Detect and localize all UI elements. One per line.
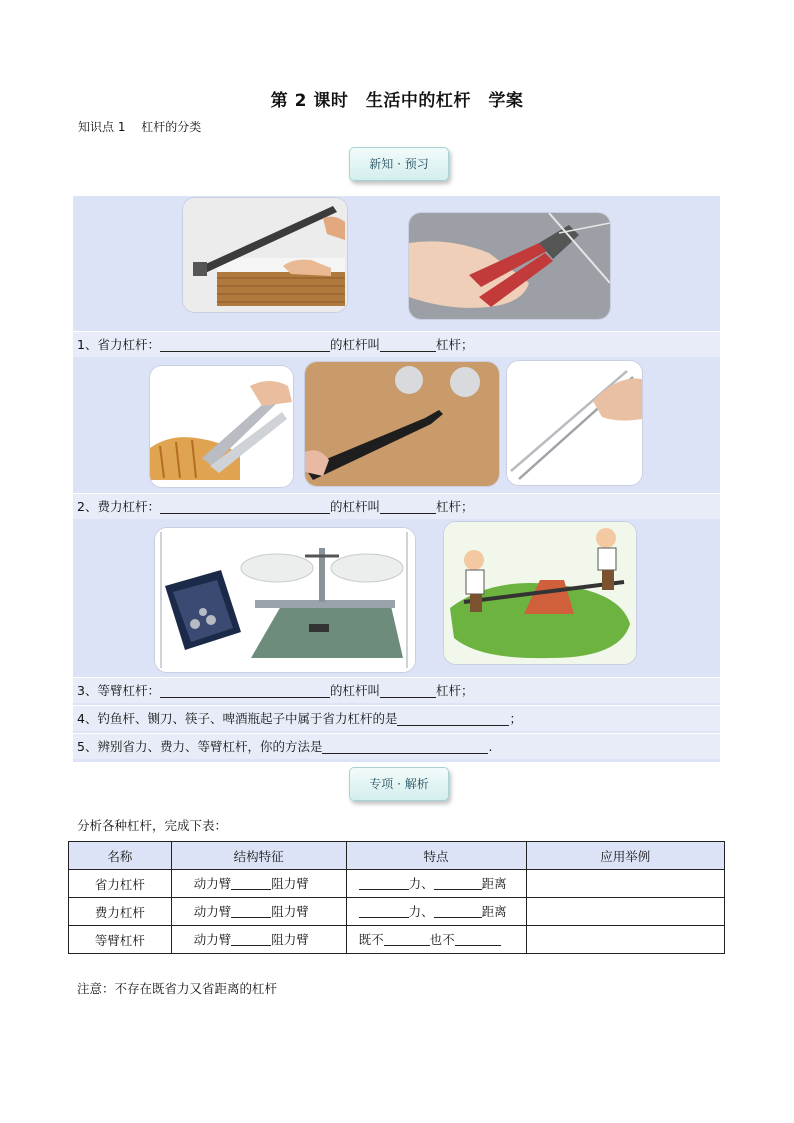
feature-label-2: 距离: [481, 903, 507, 919]
q1-blank-name[interactable]: [380, 336, 436, 352]
question-5: [73, 733, 720, 759]
effort-arm-label: 动力臂: [193, 875, 232, 891]
feature-blank-2[interactable]: [455, 931, 501, 946]
feature-blank-1[interactable]: [359, 875, 409, 890]
feature-cell: [346, 926, 526, 954]
q2-mid: 的杠杆叫: [329, 499, 380, 514]
feature-label-1: 力、: [408, 903, 434, 919]
structure-blank[interactable]: [231, 903, 271, 918]
q3-end: 杠杆；: [435, 683, 474, 698]
wire-cutter-pliers-image: [409, 213, 610, 319]
table-header: 应用举例: [526, 842, 724, 870]
feature-label-2: 距离: [481, 875, 507, 891]
q3-blank-name[interactable]: [380, 682, 436, 698]
q3-mid: 的杠杆叫: [329, 683, 380, 698]
load-arm-label: 阻力臂: [271, 875, 309, 891]
q1-blank-definition[interactable]: [160, 336, 330, 352]
load-arm-label: 阻力臂: [271, 903, 309, 919]
table-header: 名称: [69, 842, 172, 870]
q1-mid: 的杠杆叫: [329, 337, 380, 352]
table-header-row: [69, 842, 725, 870]
table-header: 结构特征: [171, 842, 346, 870]
analysis-tag: 专项 · 解析: [349, 767, 449, 801]
q4-prefix: 4、钓鱼杆、铡刀、筷子、啤酒瓶起子中属于省力杠杆的是: [77, 711, 398, 726]
q5-end: .: [488, 739, 493, 754]
example-cell[interactable]: [526, 870, 724, 898]
question-3: [73, 677, 720, 703]
feature-label-1: 既不: [358, 931, 384, 947]
q2-blank-definition[interactable]: [160, 498, 330, 514]
feature-label-1: 力、: [408, 875, 434, 891]
table-header: 特点: [346, 842, 526, 870]
balance-scale-image: [155, 528, 415, 672]
q2-end: 杠杆；: [435, 499, 474, 514]
feature-cell: [346, 870, 526, 898]
q1-prefix: 1、省力杠杆：: [77, 337, 160, 352]
question-1: [73, 331, 720, 357]
q2-blank-name[interactable]: [380, 498, 436, 514]
table-row: [69, 926, 725, 954]
question-4: [73, 705, 720, 731]
lever-name: 等臂杠杆: [69, 926, 172, 954]
page-title: 第 2 课时 生活中的杠杆 学案: [270, 91, 524, 111]
food-tongs-image: [150, 366, 293, 487]
lever-name: 省力杠杆: [69, 870, 172, 898]
preview-tag: 新知 · 预习: [349, 147, 449, 181]
feature-blank-2[interactable]: [434, 875, 482, 890]
q2-prefix: 2、费力杠杆：: [77, 499, 160, 514]
knowledge-point-heading: 知识点 1 杠杆的分类: [78, 120, 202, 134]
structure-cell: [171, 926, 346, 954]
q3-blank-definition[interactable]: [160, 682, 330, 698]
note-text: 注意：不存在既省力又省距离的杠杆: [77, 981, 278, 996]
example-cell[interactable]: [526, 926, 724, 954]
feature-label-2: 也不: [429, 931, 455, 947]
feature-blank-1[interactable]: [359, 903, 409, 918]
q4-end: ；: [509, 711, 522, 726]
analysis-intro: 分析各种杠杆，完成下表：: [77, 818, 228, 833]
feature-blank-2[interactable]: [434, 903, 482, 918]
lever-classification-table: [68, 841, 725, 954]
example-cell[interactable]: [526, 898, 724, 926]
structure-blank[interactable]: [231, 875, 271, 890]
q4-blank-answer[interactable]: [397, 710, 509, 726]
structure-cell: [171, 870, 346, 898]
question-2: [73, 493, 720, 519]
paper-cutter-image: [183, 198, 347, 312]
load-arm-label: 阻力臂: [271, 931, 309, 947]
feature-blank-1[interactable]: [384, 931, 430, 946]
q1-end: 杠杆；: [435, 337, 474, 352]
q5-prefix: 5、辨别省力、费力、等臂杠杆，你的方法是: [77, 739, 323, 754]
structure-cell: [171, 898, 346, 926]
effort-arm-label: 动力臂: [193, 931, 232, 947]
seesaw-image: [444, 522, 636, 664]
structure-blank[interactable]: [231, 931, 271, 946]
q5-blank-answer[interactable]: [322, 738, 488, 754]
lever-name: 费力杠杆: [69, 898, 172, 926]
q3-prefix: 3、等臂杠杆：: [77, 683, 160, 698]
chopsticks-image: [507, 361, 642, 485]
tweezers-image: [305, 362, 499, 486]
feature-cell: [346, 898, 526, 926]
table-row: [69, 870, 725, 898]
table-row: [69, 898, 725, 926]
effort-arm-label: 动力臂: [193, 903, 232, 919]
